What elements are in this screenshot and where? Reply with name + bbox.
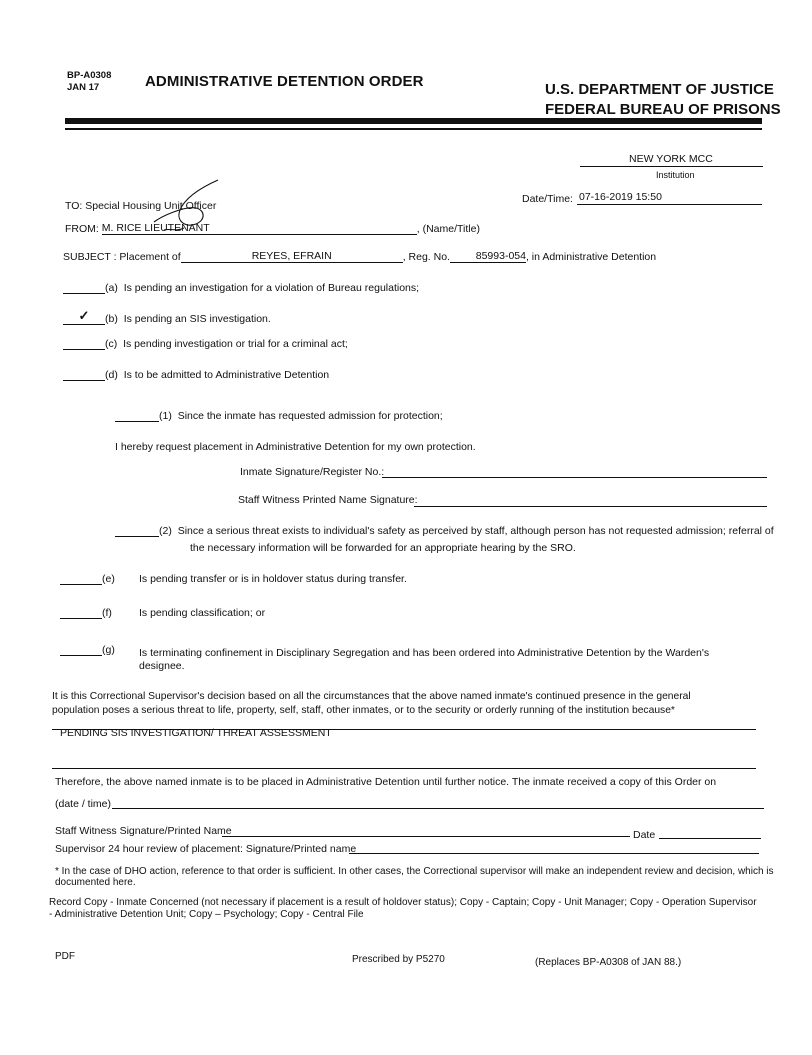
sub-1-number: (1) <box>159 410 172 422</box>
agency-line-1: U.S. DEPARTMENT OF JUSTICE <box>545 81 774 98</box>
reason-d <box>63 369 329 381</box>
reason-g-letter: (g) <box>102 644 115 656</box>
reason-c-text: Is pending investigation or trial for a criminal act; <box>123 338 348 350</box>
reason-b-checkmark[interactable]: ✓ <box>63 308 105 325</box>
header-rule-thin <box>65 128 762 130</box>
footer-right: (Replaces BP-A0308 of JAN 88.) <box>535 957 682 968</box>
staff-witness-signature-label: Staff Witness Signature/Printed Name <box>55 825 232 837</box>
subject-row <box>63 250 656 263</box>
reason-a-blank[interactable] <box>63 293 105 294</box>
reason-d-text: Is to be admitted to Administrative Detention <box>123 369 330 381</box>
datetime-label: Date/Time: <box>522 193 573 205</box>
agency-block <box>545 80 781 120</box>
datetime-line <box>577 204 762 205</box>
staff-witness-line[interactable] <box>414 506 767 507</box>
reason-a-text: Is pending an investigation for a violation of Bureau regulations; <box>123 282 420 294</box>
reason-e-text: Is pending transfer or is in holdover status during transfer. <box>139 573 407 585</box>
inmate-signature-label: Inmate Signature/Register No.: <box>240 466 385 478</box>
reason-f <box>60 607 112 619</box>
staff-witness-signature-line[interactable] <box>222 836 630 837</box>
datetime-value[interactable]: 07-16-2019 15:50 <box>579 191 662 203</box>
reg-label: , Reg. No. <box>402 251 450 263</box>
decision-text-1: It is this Correctional Supervisor's decision based on all the circumstances that the above named inmate's continued presence in the general <box>52 691 691 702</box>
agency-line-2: FEDERAL BUREAU OF PRISONS <box>545 101 781 118</box>
from-suffix: , (Name/Title) <box>416 223 480 235</box>
reason-a-letter: (a) <box>105 282 118 294</box>
date-time-label: (date / time) <box>55 798 112 810</box>
institution-value: NEW YORK MCC <box>629 153 713 165</box>
subject-name[interactable]: REYES, EFRAIN <box>181 250 403 263</box>
date-label: Date <box>633 829 656 841</box>
footnote-2: documented here. <box>55 877 136 888</box>
from-label: FROM: <box>65 223 99 235</box>
sub-2-number: (2) <box>159 525 172 537</box>
decision-text-2: population poses a serious threat to life, property, self, staff, other inmates, or to the security or orderly running of the institution because* <box>52 705 675 716</box>
reason-b-text: Is pending an SIS investigation. <box>123 313 271 325</box>
inmate-signature-line[interactable] <box>382 477 767 478</box>
subject-suffix: , in Administrative Detention <box>525 251 657 263</box>
reason-a <box>63 282 419 294</box>
supervisor-review-label: Supervisor 24 hour review of placement: Signature/Printed name <box>55 843 357 855</box>
reason-g-text-2: designee. <box>139 660 185 672</box>
supervisor-review-line[interactable] <box>349 853 759 854</box>
reason-b <box>63 308 271 325</box>
therefore-text: Therefore, the above named inmate is to be placed in Administrative Detention until further notice. The inmate received a copy of this Order on <box>55 776 717 788</box>
footer-left: PDF <box>55 951 75 962</box>
sub-2 <box>115 525 774 537</box>
reason-e-letter: (e) <box>102 573 115 585</box>
from-row <box>65 222 480 235</box>
sub-1-text: Since the inmate has requested admission for protection; <box>177 410 443 422</box>
reason-f-letter: (f) <box>102 607 112 619</box>
distribution-2: - Administrative Detention Unit; Copy – Psychology; Copy - Central File <box>49 909 364 920</box>
reason-g-text: Is terminating confinement in Disciplinary Segregation and has been ordered into Administrative Detention by the Warden's <box>139 647 710 659</box>
decision-line-2[interactable] <box>52 768 756 769</box>
sub-2-blank[interactable] <box>115 536 159 537</box>
header-rule-thick <box>65 118 762 124</box>
form-date: JAN 17 <box>67 82 100 93</box>
reason-e-blank[interactable] <box>60 584 102 585</box>
distribution-1: Record Copy - Inmate Concerned (not necessary if placement is a result of holdover status); Copy - Captain; Copy - Unit Manager; Copy - Operation Supervisor <box>49 897 757 908</box>
institution-line <box>580 166 763 167</box>
sub-2-text-2: the necessary information will be forwarded for an appropriate hearing by the SRO. <box>190 542 576 554</box>
reason-g-blank[interactable] <box>60 655 102 656</box>
reason-c <box>63 338 348 350</box>
reason-f-text: Is pending classification; or <box>139 607 266 619</box>
sub-1-blank[interactable] <box>115 421 159 422</box>
date-time-line[interactable] <box>112 808 764 809</box>
to-row <box>65 200 216 212</box>
staff-witness-label: Staff Witness Printed Name Signature: <box>238 494 418 506</box>
decision-reason[interactable]: PENDING SIS INVESTIGATION/ THREAT ASSESSMENT <box>60 727 332 739</box>
form-number: BP-A0308 <box>67 70 112 81</box>
reason-g <box>60 644 115 656</box>
footer-center: Prescribed by P5270 <box>352 954 445 965</box>
date-line[interactable] <box>659 838 761 839</box>
institution-label: Institution <box>656 170 695 180</box>
reason-e <box>60 573 115 585</box>
page-title: ADMINISTRATIVE DETENTION ORDER <box>145 73 424 90</box>
subject-label: SUBJECT : Placement of <box>63 251 181 263</box>
reason-b-letter: (b) <box>105 313 118 325</box>
footnote-1: * In the case of DHO action, reference to that order is sufficient. In other cases, the Correctional supervisor will make an independent review and decision, which is <box>55 866 774 877</box>
sub-1 <box>115 410 443 422</box>
protection-request: I hereby request placement in Administrative Detention for my own protection. <box>115 441 476 453</box>
form-number-block <box>67 70 111 94</box>
reason-c-letter: (c) <box>105 338 118 350</box>
from-value[interactable]: M. RICE LIEUTENANT <box>102 222 417 235</box>
sub-2-text-1: Since a serious threat exists to individual's safety as perceived by staff, although person has not requested admission; referral of <box>177 525 774 537</box>
reason-d-blank[interactable] <box>63 380 105 381</box>
to-value: Special Housing Unit Officer <box>85 200 217 212</box>
reason-c-blank[interactable] <box>63 349 105 350</box>
reason-d-letter: (d) <box>105 369 118 381</box>
to-label: TO: <box>65 200 83 212</box>
reason-f-blank[interactable] <box>60 618 102 619</box>
reg-number[interactable]: 85993-054 <box>450 250 526 263</box>
